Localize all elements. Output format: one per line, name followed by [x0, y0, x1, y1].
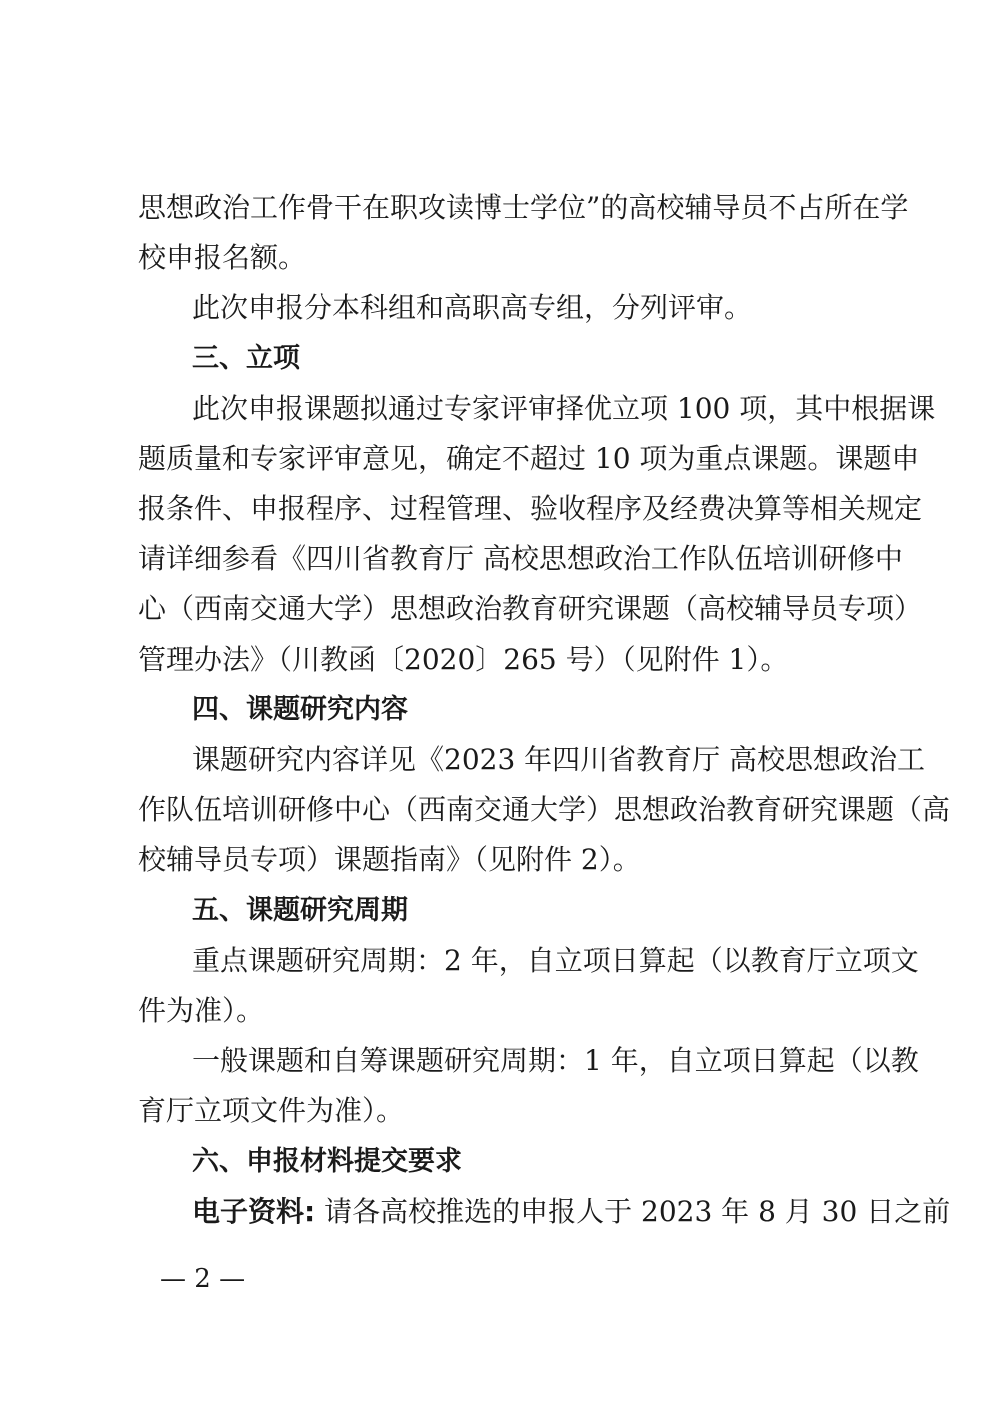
section-heading-3: 三、立项	[192, 343, 300, 374]
body-line: 育厅立项文件为准）。	[138, 1094, 405, 1127]
section-heading-4: 四、课题研究内容	[192, 694, 408, 725]
electronic-materials-label: 电子资料:	[192, 1195, 316, 1228]
body-line: 件为准）。	[138, 994, 265, 1027]
section-heading-5: 五、课题研究周期	[192, 895, 408, 926]
body-line: 重点课题研究周期：2 年，自立项日算起（以教育厅立项文	[192, 944, 919, 977]
electronic-materials-text: 请各高校推选的申报人于 2023 年 8 月 30 日之前	[315, 1195, 951, 1228]
body-line: 心（西南交通大学）思想政治教育研究课题（高校辅导员专项）	[138, 592, 923, 625]
body-line: 一般课题和自筹课题研究周期：1 年，自立项日算起（以教	[192, 1044, 919, 1077]
body-line: 报条件、申报程序、过程管理、验收程序及经费决算等相关规定	[138, 492, 923, 525]
body-line: 题质量和专家评审意见，确定不超过 10 项为重点课题。课题申	[138, 442, 920, 475]
body-line: 请详细参看《四川省教育厅 高校思想政治工作队伍培训研修中	[138, 542, 903, 575]
page-number: — 2 —	[160, 1264, 246, 1294]
body-line: 作队伍培训研修中心（西南交通大学）思想政治教育研究课题（高	[138, 793, 951, 826]
body-line: 校申报名额。	[138, 241, 307, 274]
body-line: 管理办法》（川教函〔2020〕265 号）（见附件 1）。	[138, 643, 789, 676]
body-line: 此次申报课题拟通过专家评审择优立项 100 项，其中根据课	[192, 392, 936, 425]
body-line: 此次申报分本科组和高职高专组，分列评审。	[192, 291, 753, 324]
body-line	[192, 1192, 951, 1232]
body-line: 校辅导员专项）课题指南》（见附件 2）。	[138, 843, 641, 876]
body-line: 思想政治工作骨干在职攻读博士学位”的高校辅导员不占所在学	[138, 191, 909, 224]
body-line: 课题研究内容详见《2023 年四川省教育厅 高校思想政治工	[192, 743, 926, 776]
section-heading-6: 六、申报材料提交要求	[192, 1146, 462, 1177]
